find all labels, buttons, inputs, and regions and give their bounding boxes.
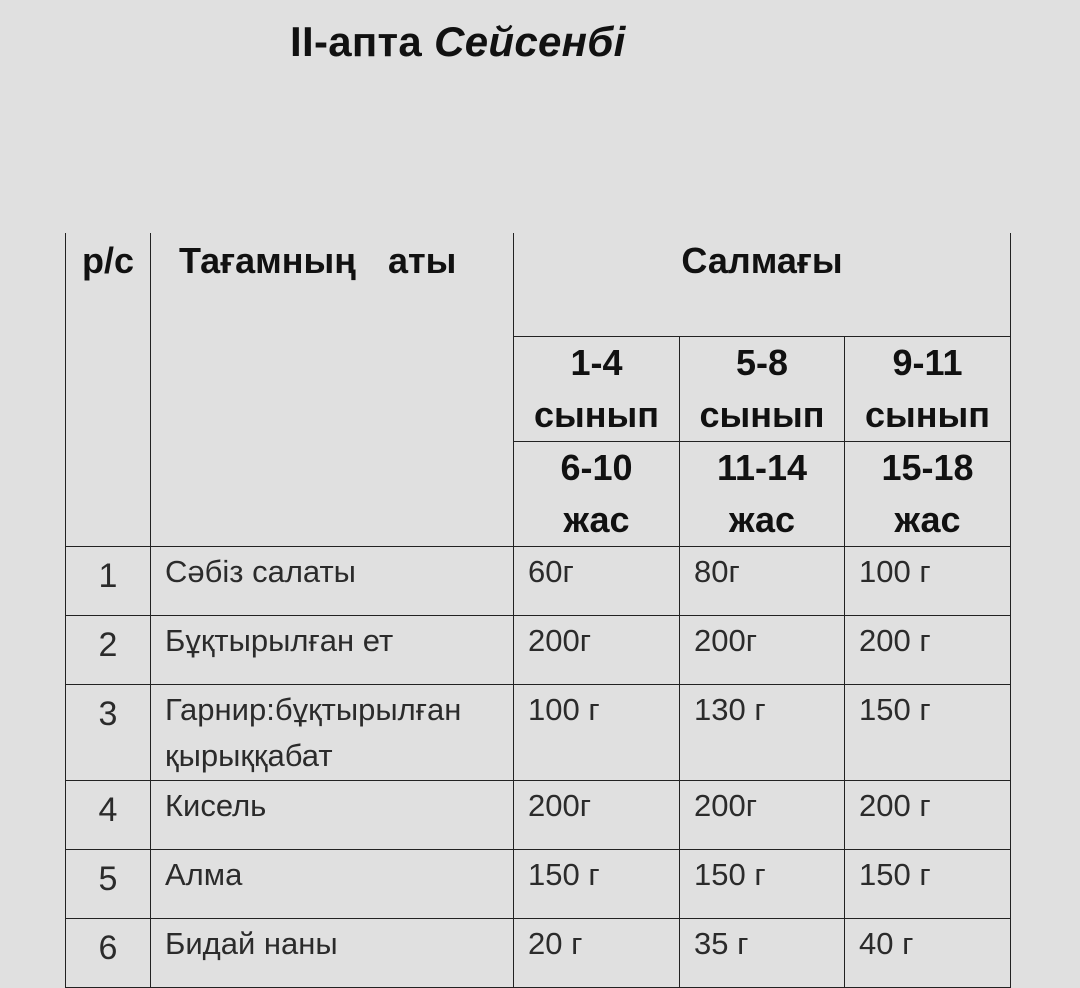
weight-value: 100 г <box>514 684 680 780</box>
dish-name: Сәбіз салаты <box>151 546 514 615</box>
weight-value: 20 г <box>514 918 680 987</box>
row-number: 6 <box>66 918 151 987</box>
dish-name: Кисель <box>151 780 514 849</box>
weight-value: 200г <box>514 780 680 849</box>
table-row <box>66 684 1011 780</box>
row-number: 1 <box>66 546 151 615</box>
weight-value: 150 г <box>680 849 845 918</box>
dish-name: Бидай наны <box>151 918 514 987</box>
grade-num: 1-4 <box>570 341 623 383</box>
table-row <box>66 918 1011 987</box>
weight-value: 150 г <box>514 849 680 918</box>
header-name: Тағамның аты <box>151 233 514 546</box>
weight-value: 200г <box>680 780 845 849</box>
age-num: 15-18 <box>881 446 974 488</box>
title-week: II-апта <box>290 18 423 65</box>
weight-value: 150 г <box>845 849 1011 918</box>
grade-cell <box>680 336 845 441</box>
grade-num: 5-8 <box>735 341 789 383</box>
header-row <box>66 233 1011 336</box>
grade-word: сынып <box>534 393 659 435</box>
age-word: жас <box>563 498 630 540</box>
weight-value: 80г <box>680 546 845 615</box>
row-number: 5 <box>66 849 151 918</box>
table-row <box>66 615 1011 684</box>
grade-word: сынып <box>865 393 990 435</box>
dish-name: Гарнир:бұқтырылған қырыққабат <box>151 684 514 780</box>
grade-word: сынып <box>699 393 825 435</box>
title-day: Сейсенбі <box>434 18 626 65</box>
weight-value: 200г <box>680 615 845 684</box>
weight-value: 100 г <box>845 546 1011 615</box>
age-word: жас <box>728 498 795 540</box>
page-title <box>290 18 626 66</box>
weight-value: 200г <box>514 615 680 684</box>
dish-name: Бұқтырылған ет <box>151 615 514 684</box>
weight-value: 60г <box>514 546 680 615</box>
age-cell <box>680 441 845 546</box>
menu-table <box>65 233 1011 988</box>
weight-value: 40 г <box>845 918 1011 987</box>
grade-cell <box>845 336 1011 441</box>
dish-name: Алма <box>151 849 514 918</box>
weight-value: 200 г <box>845 780 1011 849</box>
weight-value: 200 г <box>845 615 1011 684</box>
age-cell <box>845 441 1011 546</box>
grade-cell <box>514 336 680 441</box>
header-num: р/с <box>66 233 151 546</box>
row-number: 3 <box>66 684 151 780</box>
table-row <box>66 546 1011 615</box>
table-row <box>66 780 1011 849</box>
age-word: жас <box>894 498 961 540</box>
age-num: 11-14 <box>716 446 808 488</box>
grade-num: 9-11 <box>892 341 963 383</box>
header-weight: Салмағы <box>514 233 1011 336</box>
table-row <box>66 849 1011 918</box>
weight-value: 35 г <box>680 918 845 987</box>
row-number: 4 <box>66 780 151 849</box>
weight-value: 130 г <box>680 684 845 780</box>
weight-value: 150 г <box>845 684 1011 780</box>
row-number: 2 <box>66 615 151 684</box>
age-cell <box>514 441 680 546</box>
age-num: 6-10 <box>560 446 633 488</box>
